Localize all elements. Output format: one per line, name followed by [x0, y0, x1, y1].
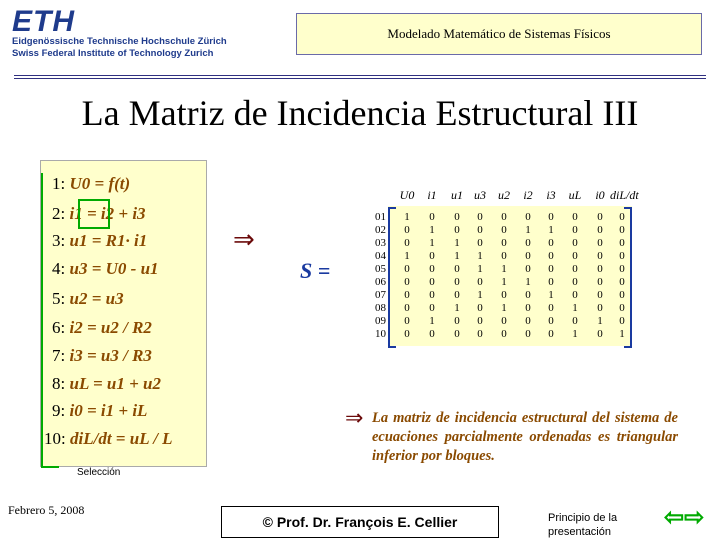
matrix-cell: 0	[477, 276, 483, 288]
copyright-box	[221, 506, 499, 538]
matrix-cell: 1	[477, 289, 483, 301]
matrix-cell: 0	[404, 302, 410, 314]
equation-1	[52, 174, 130, 194]
course-title: Modelado Matemático de Sistemas Físicos	[387, 26, 611, 41]
matrix-cell: 1	[597, 315, 603, 327]
matrix-cell: 0	[525, 289, 531, 301]
matrix-cell: 0	[525, 328, 531, 340]
equation-rhs: = i2 + i3	[82, 204, 146, 223]
equation-8	[52, 374, 161, 394]
matrix-cell: 1	[477, 250, 483, 262]
matrix-cell: 0	[597, 328, 603, 340]
equation-3	[52, 231, 147, 251]
matrix-cell: 0	[597, 263, 603, 275]
equation-6	[52, 318, 152, 338]
equation-number: 8:	[52, 374, 70, 393]
equation-rhs: = U0 - u1	[87, 259, 159, 278]
equation-9	[52, 401, 147, 421]
start-link[interactable]: Principio de la presentación	[548, 512, 618, 538]
equation-lhs: u1	[69, 231, 88, 250]
matrix-row-label: 08	[375, 302, 386, 314]
matrix-cell: 0	[429, 263, 435, 275]
matrix-cell: 0	[501, 250, 507, 262]
matrix-row-label: 09	[375, 315, 386, 327]
matrix-cell: 0	[619, 211, 625, 223]
matrix-cell: 0	[548, 211, 554, 223]
matrix-cell: 1	[404, 211, 410, 223]
matrix-cell: 0	[548, 263, 554, 275]
matrix-cell: 0	[429, 250, 435, 262]
matrix-cell: 0	[429, 289, 435, 301]
matrix-cell: 1	[548, 289, 554, 301]
matrix-cell: 0	[501, 237, 507, 249]
matrix-cell: 0	[477, 328, 483, 340]
equation-number: 5:	[52, 289, 70, 308]
matrix-cell: 0	[477, 302, 483, 314]
matrix-cell: 0	[572, 224, 578, 236]
equation-number: 2:	[52, 204, 70, 223]
matrix-cell: 1	[429, 224, 435, 236]
matrix-cell: 0	[572, 315, 578, 327]
matrix-cell: 0	[525, 237, 531, 249]
matrix-cell: 0	[429, 302, 435, 314]
matrix-cell: 0	[597, 250, 603, 262]
divider-bottom	[14, 78, 706, 79]
eth-wordmark: ETH	[12, 5, 75, 38]
matrix-row-label: 02	[375, 224, 386, 236]
conclusion-note: La matriz de incidencia estructural del sistema de ecuaciones parcialmente ordenadas es triangular inferior por bloques.	[372, 410, 678, 464]
matrix-cell: 1	[572, 328, 578, 340]
matrix-cell: 0	[477, 224, 483, 236]
matrix-row-label: 01	[375, 211, 386, 223]
matrix-column-header: uL	[568, 188, 582, 202]
matrix-row-label: 05	[375, 263, 386, 275]
matrix-column-header: u3	[474, 188, 486, 202]
matrix-cell: 0	[548, 250, 554, 262]
matrix-cell: 0	[525, 315, 531, 327]
matrix-cell: 0	[548, 237, 554, 249]
note-arrow-icon: ⇒	[345, 405, 364, 430]
matrix-cell: 1	[501, 263, 507, 275]
matrix-column-header: i3	[546, 188, 556, 202]
matrix-cell: 0	[619, 237, 625, 249]
matrix-cell: 0	[619, 302, 625, 314]
matrix-cell: 1	[477, 263, 483, 275]
matrix-cell: 0	[548, 328, 554, 340]
equation-rhs: = i1 + iL	[82, 401, 148, 420]
matrix-cell: 0	[525, 250, 531, 262]
matrix-cell: 0	[501, 211, 507, 223]
matrix-cell: 0	[572, 289, 578, 301]
matrix-row-label: 10	[375, 328, 386, 340]
matrix-cell: 0	[548, 302, 554, 314]
matrix-cell: 0	[404, 237, 410, 249]
equation-lhs: diL/dt	[69, 429, 112, 448]
matrix-cell: 0	[597, 224, 603, 236]
matrix-column-header: U0	[399, 188, 415, 202]
matrix-cell: 0	[404, 224, 410, 236]
equation-4	[52, 259, 159, 279]
matrix-cell: 0	[501, 315, 507, 327]
matrix-cell: 0	[454, 315, 460, 327]
selection-label: Selección	[77, 467, 121, 478]
matrix-column-header: i2	[523, 188, 533, 202]
equation-number: 6:	[52, 318, 70, 337]
matrix-cell: 0	[454, 263, 460, 275]
slide-date: Febrero 5, 2008	[8, 503, 85, 517]
equation-lhs: i1	[69, 204, 83, 223]
matrix-cell: 1	[454, 250, 460, 262]
matrix-cell: 0	[454, 224, 460, 236]
equation-number: 9:	[52, 401, 70, 420]
equation-number: 7:	[52, 346, 70, 365]
matrix-cell: 0	[454, 276, 460, 288]
matrix-symbol: S =	[300, 258, 331, 283]
navigation-arrows-icon[interactable]: ⇦⇨	[664, 505, 705, 531]
matrix-column-header: u2	[498, 188, 510, 202]
matrix-cell: 0	[404, 315, 410, 327]
matrix-cell: 0	[404, 276, 410, 288]
matrix-cell: 0	[619, 276, 625, 288]
matrix-cell: 0	[525, 302, 531, 314]
equation-rhs: = u3	[87, 289, 124, 308]
matrix-cell: 0	[619, 224, 625, 236]
equation-lhs: i2	[69, 318, 83, 337]
matrix-cell: 0	[429, 211, 435, 223]
equation-rhs: = u3 / R3	[82, 346, 152, 365]
matrix-cell: 0	[501, 328, 507, 340]
matrix-cell: 0	[477, 315, 483, 327]
matrix-cell: 0	[477, 237, 483, 249]
matrix-row-label: 06	[375, 276, 386, 288]
equation-rhs: = u2 / R2	[82, 318, 152, 337]
equation-lhs: i3	[69, 346, 83, 365]
matrix-cell: 0	[597, 289, 603, 301]
matrix-cell: 0	[501, 289, 507, 301]
matrix-cell: 1	[525, 224, 531, 236]
matrix-cell: 0	[619, 289, 625, 301]
matrix-cell: 1	[454, 302, 460, 314]
matrix-column-header: diL/dt	[610, 188, 639, 202]
matrix-cell: 1	[404, 250, 410, 262]
equation-rhs: = R1· i1	[87, 231, 148, 250]
eth-name-en: Swiss Federal Institute of Technology Zurich	[12, 48, 214, 59]
course-header	[296, 13, 702, 55]
matrix-cell: 0	[404, 328, 410, 340]
equation-5	[52, 289, 124, 309]
selection-marker	[78, 199, 110, 229]
equation-lhs: u2	[69, 289, 88, 308]
matrix-cell: 0	[525, 263, 531, 275]
matrix-cell: 0	[454, 289, 460, 301]
equation-number: 4:	[52, 259, 70, 278]
matrix-cell: 1	[429, 237, 435, 249]
eth-logo	[12, 5, 227, 60]
matrix-cell: 1	[501, 276, 507, 288]
matrix-column-header: i0	[595, 188, 605, 202]
equation-rhs: = f(t)	[90, 174, 131, 193]
matrix-row-label: 07	[375, 289, 386, 301]
matrix-cell: 0	[597, 211, 603, 223]
equation-rhs: = uL / L	[111, 429, 173, 448]
matrix-cell: 0	[597, 302, 603, 314]
matrix-column-header: u1	[451, 188, 463, 202]
matrix-column-header: i1	[427, 188, 437, 202]
selection-line	[41, 173, 43, 468]
matrix-cell: 0	[501, 224, 507, 236]
matrix-cell: 1	[572, 302, 578, 314]
equation-lhs: u3	[69, 259, 88, 278]
divider-top	[14, 75, 706, 76]
matrix-cell: 0	[619, 250, 625, 262]
equation-number: 1:	[52, 174, 70, 193]
matrix-cell: 1	[619, 328, 625, 340]
matrix-cell: 1	[454, 237, 460, 249]
matrix-row-label: 03	[375, 237, 386, 249]
selection-line-foot	[41, 466, 59, 468]
matrix-cell: 0	[404, 289, 410, 301]
matrix-cell: 0	[619, 263, 625, 275]
equation-rhs: = u1 + u2	[88, 374, 161, 393]
matrix-cell: 1	[501, 302, 507, 314]
matrix-cell: 0	[619, 315, 625, 327]
matrix-row-label: 04	[375, 250, 386, 262]
matrix-cell: 0	[429, 276, 435, 288]
matrix-cell: 0	[477, 211, 483, 223]
matrix-cell: 1	[525, 276, 531, 288]
matrix-cell: 0	[597, 237, 603, 249]
matrix-cell: 0	[548, 315, 554, 327]
equation-7	[52, 346, 152, 366]
matrix-cell: 0	[572, 250, 578, 262]
matrix-cell: 0	[525, 211, 531, 223]
copyright-text: © Prof. Dr. François E. Cellier	[262, 514, 458, 530]
matrix-cell: 0	[572, 237, 578, 249]
equation-lhs: uL	[69, 374, 89, 393]
matrix-cell: 0	[572, 211, 578, 223]
eth-name-de: Eidgenössische Technische Hochschule Zürich	[12, 36, 227, 47]
matrix-cell: 0	[597, 276, 603, 288]
matrix-cell: 0	[404, 263, 410, 275]
implies-arrow-icon: ⇒	[233, 225, 255, 254]
slide-title: La Matriz de Incidencia Estructural III	[81, 93, 639, 133]
matrix-cell: 0	[454, 328, 460, 340]
matrix-cell: 0	[572, 276, 578, 288]
equation-lhs: i0	[69, 401, 83, 420]
matrix-cell: 0	[548, 276, 554, 288]
matrix-cell: 1	[548, 224, 554, 236]
equation-number: 10:	[44, 429, 70, 448]
matrix-cell: 0	[429, 328, 435, 340]
equation-number: 3:	[52, 231, 70, 250]
matrix-cell: 0	[572, 263, 578, 275]
equation-lhs: U0	[69, 174, 91, 193]
matrix-bracket-left	[388, 207, 396, 348]
equation-10	[44, 429, 173, 449]
matrix-cell: 0	[454, 211, 460, 223]
matrix-cell: 1	[429, 315, 435, 327]
